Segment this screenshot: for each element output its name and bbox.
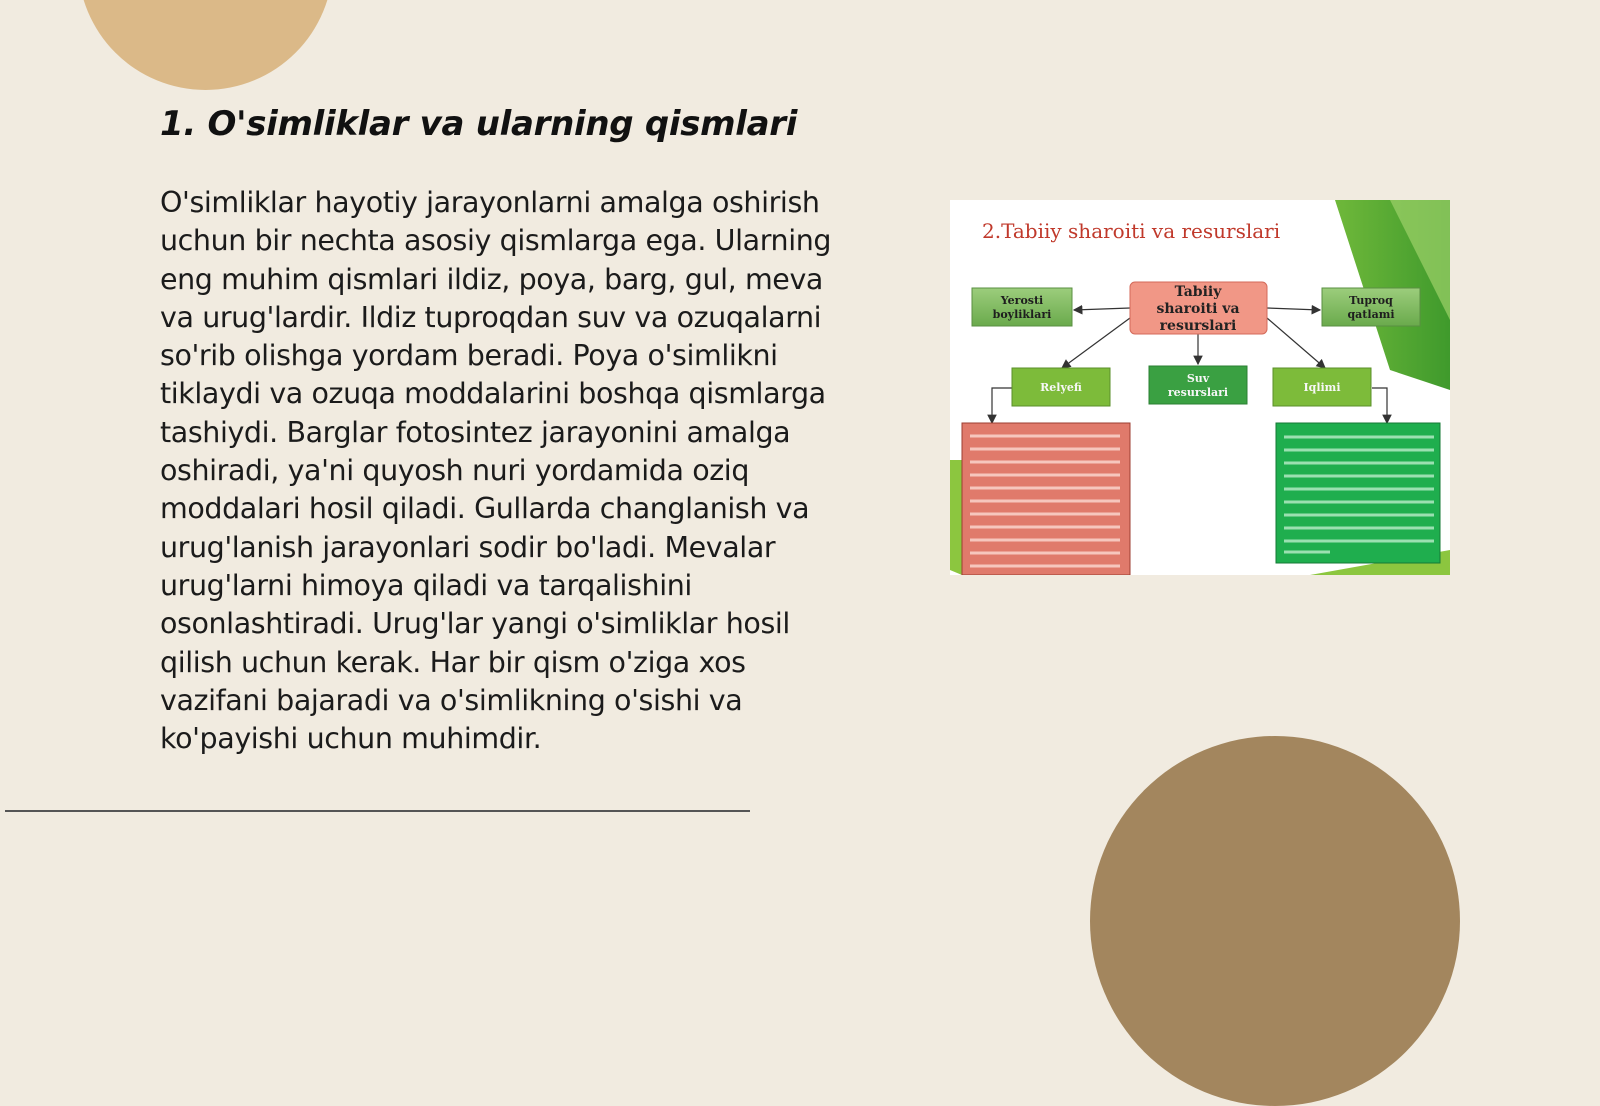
connector-line <box>1267 318 1325 368</box>
diagram-heading: 2.Tabiiy sharoiti va resurslari <box>982 219 1281 243</box>
slide-body-text: O'simliklar hayotiy jarayonlarni amalga oshirish uchun bir nechta asosiy qismlarga ega. Ularning eng muhim qismlari ildiz, poya, barg, gul, meva va urug'lardir. Ildiz tuproqdan suv va ozuqalarni so'rib olishga yordam beradi. Poya o'simlikni tiklaydi va ozuqa moddalarini boshqa qismlarga tashiydi. Barglar fotosintez jarayonini amalga oshiradi, ya'ni quyosh nuri yordamida oziq moddalari hosil qiladi. Gullarda changlanish va urug'lanish jarayonlari sodir bo'ladi. Mevalar urug'larni himoya qiladi va tarqalishini osonlashtiradi. Urug'lar yangi o'simliklar hosil qilish uchun kerak. Har bir qism o'ziga xos vazifani bajaradi va o'simlikning o'sishi va ko'payishi uchun muhimdir. <box>160 186 832 756</box>
divider-line <box>5 810 750 812</box>
box-tuproq-line1: Tuproq <box>1349 294 1393 307</box>
connector-line <box>1074 308 1130 310</box>
embedded-slide-image <box>950 200 1450 575</box>
box-iqlimi-label: Iqlimi <box>1303 381 1341 394</box>
connector-line <box>1372 388 1387 423</box>
center-box-line3: resurslari <box>1159 318 1237 334</box>
box-suv-line1: Suv <box>1186 372 1210 385</box>
center-box-line1: Tabiiy <box>1174 284 1222 300</box>
connector-line <box>1267 308 1320 310</box>
slide-title: 1. O'simliklar va ularning qismlari <box>160 104 798 144</box>
green-left-strip <box>950 460 962 575</box>
box-yerosti-line1: Yerosti <box>1000 294 1044 307</box>
decorative-circle-top <box>78 0 333 90</box>
box-relyefi-label: Relyefi <box>1040 381 1082 394</box>
box-suv-line2: resurslari <box>1167 386 1229 399</box>
box-tuproq-line2: qatlami <box>1347 308 1395 321</box>
connector-line <box>992 388 1012 423</box>
box-yerosti-line2: boyliklari <box>992 308 1052 321</box>
decorative-circle-bottom <box>1090 736 1460 1106</box>
diagram-svg <box>950 200 1450 575</box>
center-box-line2: sharoiti va <box>1156 301 1240 317</box>
